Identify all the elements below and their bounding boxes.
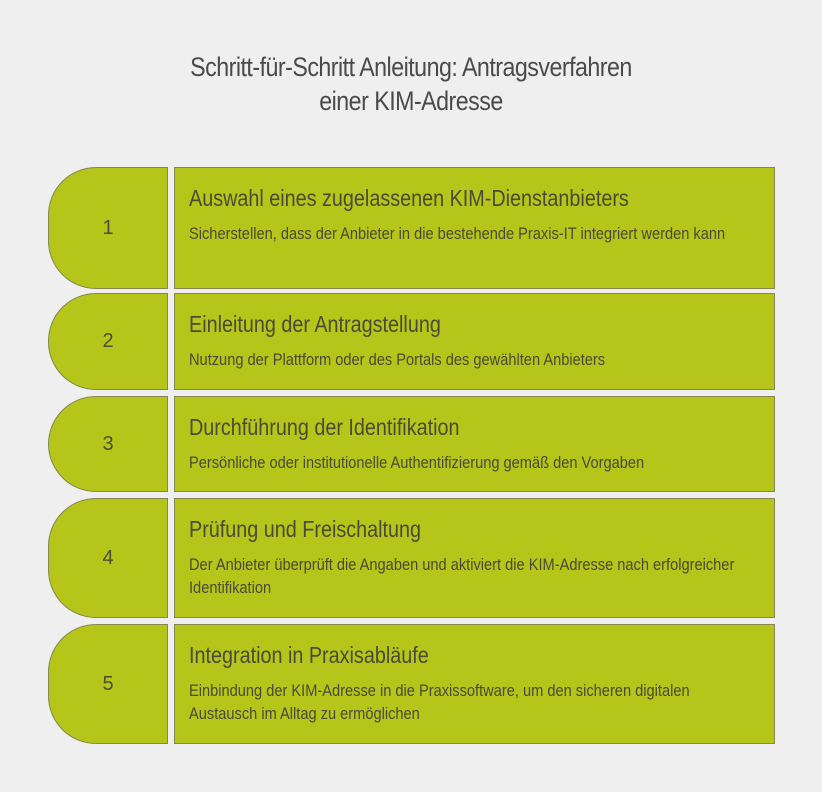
page-title xyxy=(58,50,765,118)
step-number-badge: 1 xyxy=(48,167,168,289)
step-content xyxy=(174,293,775,390)
step-number-badge: 4 xyxy=(48,498,168,618)
step-1 xyxy=(48,167,775,289)
step-number-badge: 2 xyxy=(48,293,168,390)
step-4 xyxy=(48,498,775,618)
step-content xyxy=(174,396,775,492)
title-line-1: Schritt-für-Schritt Anleitung: Antragsverfahren xyxy=(190,52,632,82)
step-description: Der Anbieter überprüft die Angaben und aktiviert die KIM-Adresse nach erfolgreicher Identifikation xyxy=(189,555,735,597)
step-number-badge: 5 xyxy=(48,624,168,744)
step-heading: Integration in Praxisabläufe xyxy=(189,642,429,668)
step-2 xyxy=(48,293,775,390)
step-heading: Auswahl eines zugelassenen KIM-Dienstanbieters xyxy=(189,185,629,211)
step-heading: Prüfung und Freischaltung xyxy=(189,516,422,542)
step-content xyxy=(174,498,775,618)
step-3 xyxy=(48,396,775,492)
step-content xyxy=(174,167,775,289)
step-description: Persönliche oder institutionelle Authentifizierung gemäß den Vorgaben xyxy=(189,453,645,472)
step-description: Einbindung der KIM-Adresse in die Praxissoftware, um den sicheren digitalen Austausch im Alltag zu ermöglichen xyxy=(189,681,690,723)
step-description: Sicherstellen, dass der Anbieter in die bestehende Praxis-IT integriert werden kann xyxy=(189,224,726,243)
step-heading: Einleitung der Antragstellung xyxy=(189,311,441,337)
step-number-badge: 3 xyxy=(48,396,168,492)
step-heading: Durchführung der Identifikation xyxy=(189,414,460,440)
step-content xyxy=(174,624,775,744)
step-5 xyxy=(48,624,775,744)
step-description: Nutzung der Plattform oder des Portals des gewählten Anbieters xyxy=(189,350,606,369)
title-line-2: einer KIM-Adresse xyxy=(319,86,503,116)
